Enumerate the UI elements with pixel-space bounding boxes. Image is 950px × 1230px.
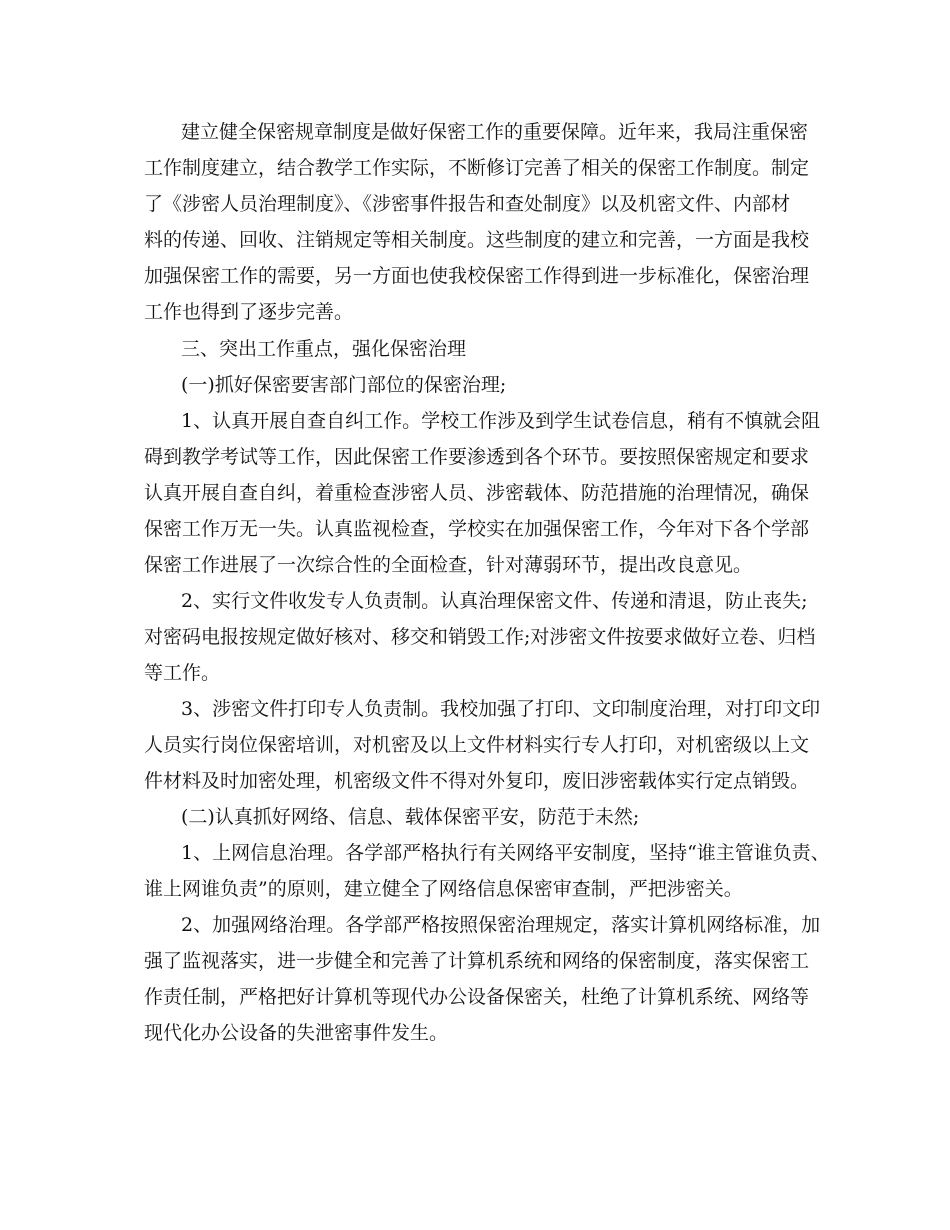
text-line-24: 强了监视落实，进一步健全和完善了计算机系统和网络的保密制度，落实保密工: [144, 950, 810, 972]
text-line-18: 人员实行岗位保密培训，对机密及以上文件材料实行专人打印，对机密级以上文: [144, 734, 810, 756]
text-line-11: 认真开展自查自纠，着重检查涉密人员、涉密载体、防范措施的治理情况，确保: [144, 482, 810, 504]
text-line-17: 3、涉密文件打印专人负责制。我校加强了打印、文印制度治理，对打印文印: [181, 698, 821, 720]
text-line-1: 建立健全保密规章制度是做好保密工作的重要保障。近年来，我局注重保密: [181, 121, 809, 143]
text-line-3: 了《涉密人员治理制度》、《涉密事件报告和查处制度》以及机密文件、内部材: [144, 193, 791, 215]
text-line-23: 2、加强网络治理。各学部严格按照保密治理规定，落实计算机网络标准，加: [181, 914, 821, 936]
text-line-5: 加强保密工作的需要，另一方面也使我校保密工作得到进一步标准化，保密治理: [144, 265, 810, 287]
text-line-14: 2、实行文件收发专人负责制。认真治理保密文件、传递和清退，防止丧失;: [181, 590, 808, 612]
text-line-6: 工作也得到了逐步完善。: [144, 301, 354, 323]
text-line-15: 对密码电报按规定做好核对、移交和销毁工作;对涉密文件按要求做好立卷、归档: [144, 626, 816, 648]
text-line-9: 1、认真开展自查自纠工作。学校工作涉及到学生试卷信息，稍有不慎就会阻: [181, 410, 821, 432]
text-line-16: 等工作。: [144, 662, 221, 684]
text-line-2: 工作制度建立，结合教学工作实际，不断修订完善了相关的保密工作制度。制定: [144, 157, 810, 179]
text-line-26: 现代化办公设备的失泄密事件发生。: [144, 1022, 449, 1044]
text-line-12: 保密工作万无一失。认真监视检查，学校实在加强保密工作，今年对下各个学部: [144, 518, 810, 540]
text-line-13: 保密工作进展了一次综合性的全面检查，针对薄弱环节，提出改良意见。: [144, 554, 753, 576]
text-line-21: 1、上网信息治理。各学部严格执行有关网络平安制度，坚持“谁主管谁负责、: [181, 842, 830, 864]
section-heading-3: 三、突出工作重点，强化保密治理: [181, 338, 467, 360]
text-line-25: 作责任制，严格把好计算机等现代办公设备保密关，杜绝了计算机系统、网络等: [144, 986, 810, 1008]
text-line-10: 碍到教学考试等工作，因此保密工作要渗透到各个环节。要按照保密规定和要求: [144, 446, 810, 468]
text-line-22: 谁上网谁负责”的原则，建立健全了网络信息保密审查制，严把涉密关。: [144, 878, 743, 900]
subsection-heading-2: (二)认真抓好网络、信息、载体保密平安，防范于未然;: [181, 806, 640, 828]
text-line-4: 料的传递、回收、注销规定等相关制度。这些制度的建立和完善，一方面是我校: [144, 229, 810, 251]
subsection-heading-1: (一)抓好保密要害部门部位的保密治理;: [181, 374, 507, 396]
text-line-19: 件材料及时加密处理，机密级文件不得对外复印，废旧涉密载体实行定点销毁。: [144, 770, 810, 792]
